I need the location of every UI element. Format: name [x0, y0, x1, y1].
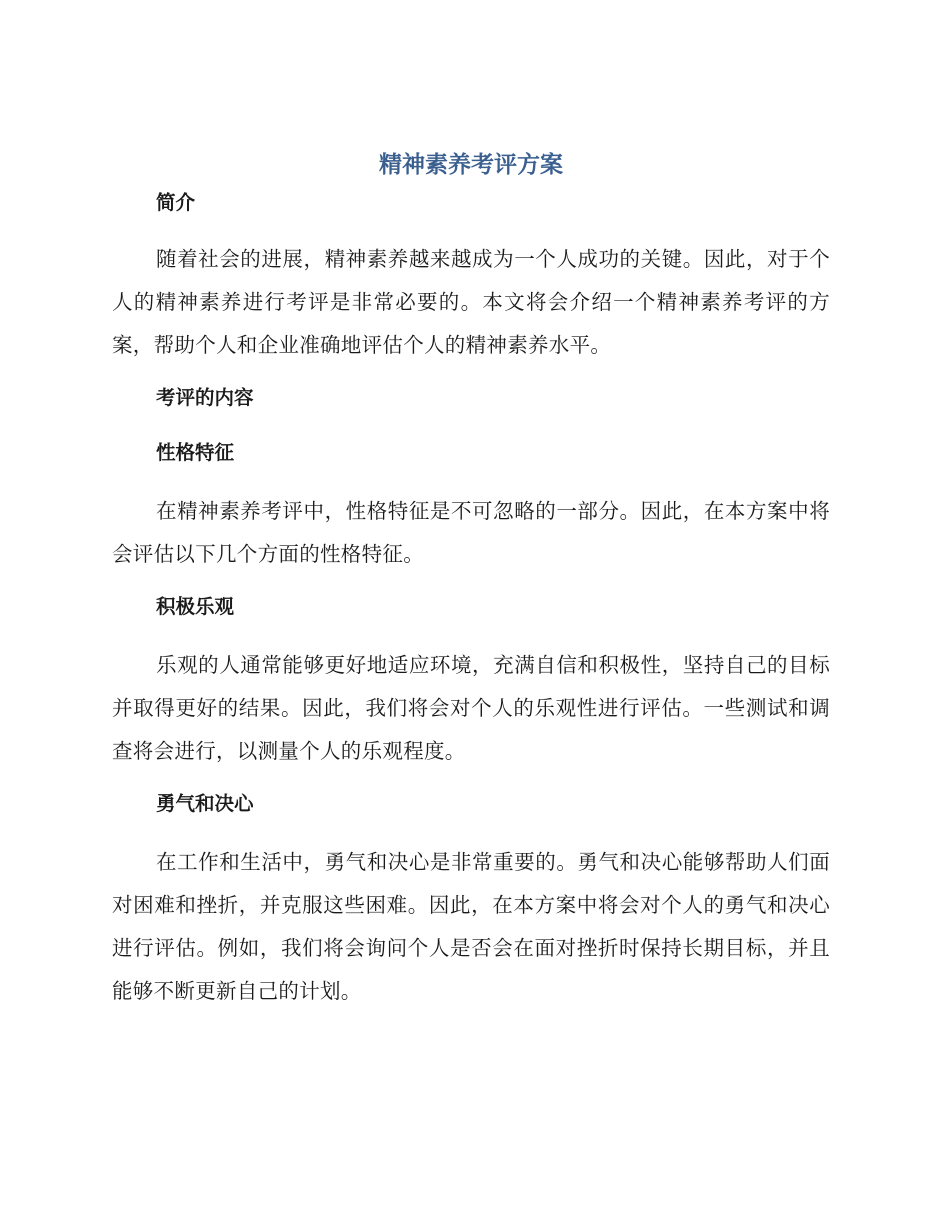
document-title: 精神素养考评方案: [379, 152, 563, 178]
section-heading-optimism: 积极乐观: [156, 595, 235, 618]
section-paragraph-personality: 在精神素养考评中，性格特征是不可忽略的一部分。因此，在本方案中将会评估以下几个方面的性格特征。: [112, 499, 830, 566]
section-heading-personality: 性格特征: [156, 441, 235, 464]
section-heading-courage: 勇气和决心: [156, 792, 254, 815]
section-paragraph-optimism: 乐观的人通常能够更好地适应环境，充满自信和积极性，坚持自己的目标并取得更好的结果。因此，我们将会对个人的乐观性进行评估。一些测试和调查将会进行，以测量个人的乐观程度。: [112, 653, 830, 763]
section-paragraph-intro: 随着社会的进展，精神素养越来越成为一个人成功的关键。因此，对于个人的精神素养进行考评是非常必要的。本文将会介绍一个精神素养考评的方案，帮助个人和企业准确地评估个人的精神素养水平。: [112, 247, 830, 357]
section-paragraph-courage: 在工作和生活中，勇气和决心是非常重要的。勇气和决心能够帮助人们面对困难和挫折，并克服这些困难。因此，在本方案中将会对个人的勇气和决心进行评估。例如，我们将会询问个人是否会在面对挫折时保持长期目标，并且能够不断更新自己的计划。: [112, 850, 830, 1003]
document-page: [112, 146, 830, 1013]
section-heading-intro: 简介: [156, 191, 196, 214]
section-heading-content: 考评的内容: [156, 386, 254, 409]
